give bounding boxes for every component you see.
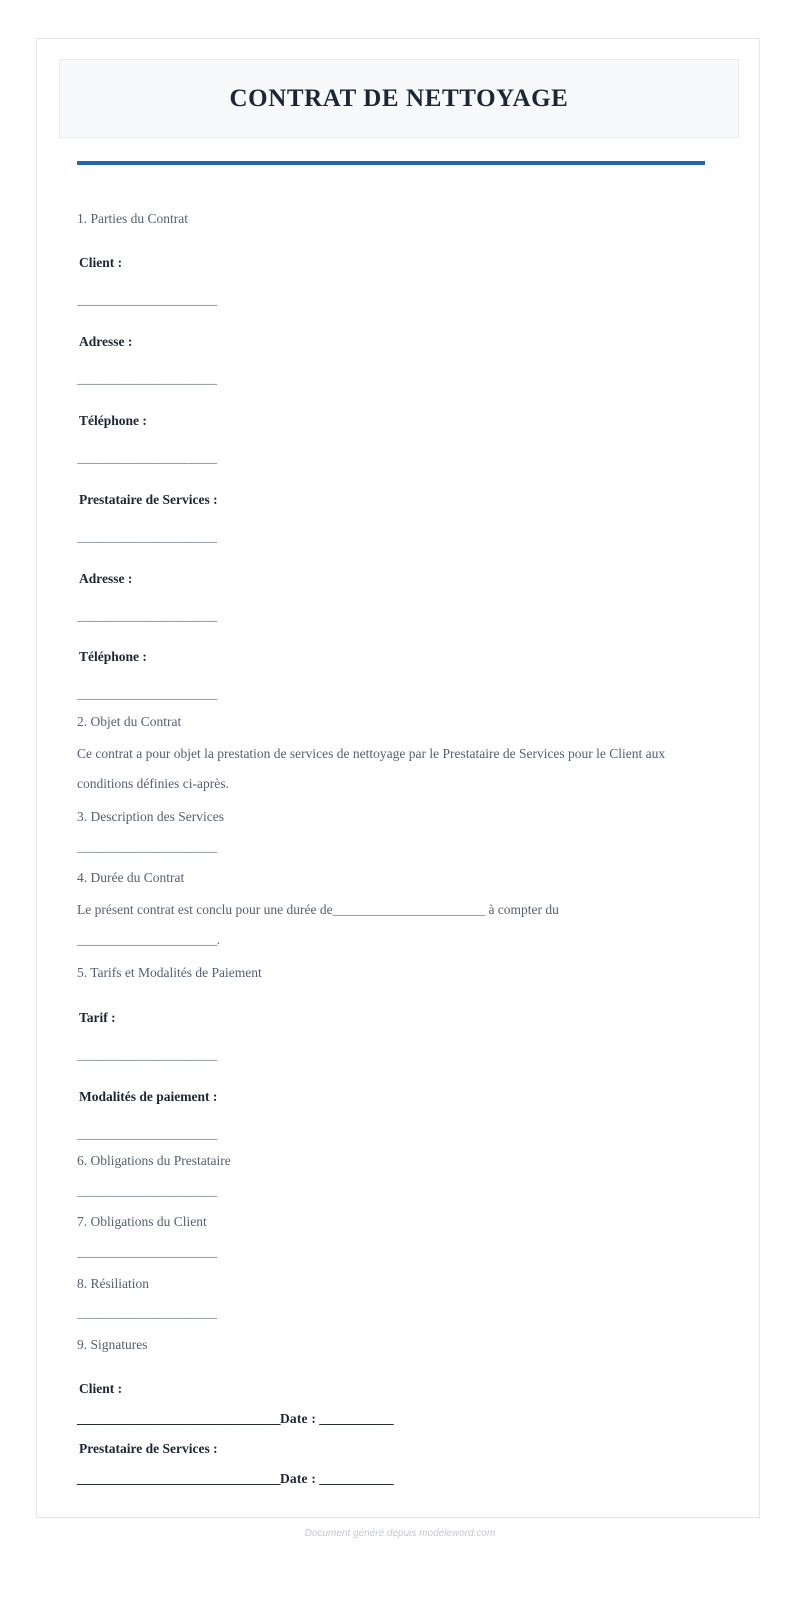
signature-label-prestataire: Prestataire de Services : [79, 1440, 218, 1456]
field-label-prestataire-telephone: Téléphone : [79, 649, 147, 665]
inline-blank-date-debut[interactable]: ______________________ [77, 932, 217, 948]
section-heading-9: 9. Signatures [77, 1336, 148, 1352]
date-label-prestataire: Date : [279, 1470, 317, 1486]
field-label-tarif: Tarif : [79, 1009, 116, 1025]
blank-line-prestataire[interactable]: ______________________ [77, 529, 217, 544]
blank-line-client[interactable]: ______________________ [77, 293, 217, 308]
blank-line-modalites-paiement[interactable]: ______________________ [77, 1126, 217, 1141]
section-heading-2: 2. Objet du Contrat [77, 714, 182, 730]
document-body [77, 209, 705, 1487]
field-label-prestataire-adresse: Adresse : [79, 570, 133, 586]
blank-line-obligations-prestataire[interactable]: ______________________ [77, 1183, 217, 1198]
page-inner [59, 59, 739, 1487]
field-label-prestataire: Prestataire de Services : [79, 491, 218, 507]
section-heading-5: 5. Tarifs et Modalités de Paiement [77, 965, 262, 981]
signature-label-client: Client : [79, 1380, 123, 1396]
blank-line-description-services[interactable]: ______________________ [77, 839, 217, 854]
date-label-client: Date : [279, 1410, 317, 1426]
accent-divider [77, 161, 705, 165]
blank-line-client-telephone[interactable]: ______________________ [77, 450, 217, 465]
section-4-text-3: . [216, 932, 221, 948]
document-page [36, 38, 760, 1518]
page-title: CONTRAT DE NETTOYAGE [229, 84, 569, 112]
section-4-text-2: à compter du [488, 901, 559, 917]
field-label-modalites-paiement: Modalités de paiement : [79, 1088, 218, 1104]
section-heading-8: 8. Résiliation [77, 1275, 149, 1291]
blank-line-prestataire-adresse[interactable]: ______________________ [77, 608, 217, 623]
section-heading-7: 7. Obligations du Client [77, 1214, 207, 1230]
section-4-body [77, 895, 705, 956]
blank-line-obligations-client[interactable]: ______________________ [77, 1244, 217, 1259]
signature-row-client [77, 1411, 705, 1427]
blank-line-resiliation[interactable]: ______________________ [77, 1305, 217, 1320]
section-heading-3: 3. Description des Services [77, 809, 224, 825]
blank-line-prestataire-telephone[interactable]: ______________________ [77, 687, 217, 702]
section-2-body: Ce contrat a pour objet la prestation de services de nettoyage par le Prestataire de Services pour le Client aux conditions définies ci-après. [77, 745, 666, 791]
date-blank-prestataire[interactable]: ____________ [319, 1470, 394, 1486]
inline-blank-duree[interactable]: ________________________ [332, 901, 486, 917]
signature-row-prestataire [77, 1471, 705, 1487]
signature-blank-prestataire[interactable]: _________________________________ [77, 1470, 280, 1486]
field-label-client: Client : [79, 255, 123, 271]
date-blank-client[interactable]: ____________ [319, 1410, 394, 1426]
field-label-client-telephone: Téléphone : [79, 412, 147, 428]
section-heading-6: 6. Obligations du Prestataire [77, 1153, 231, 1169]
blank-line-client-adresse[interactable]: ______________________ [77, 372, 217, 387]
page-footer: Document généré depuis modeleword.com [304, 1528, 496, 1539]
section-heading-4: 4. Durée du Contrat [77, 870, 185, 886]
blank-line-tarif[interactable]: ______________________ [77, 1047, 217, 1062]
field-label-client-adresse: Adresse : [79, 334, 133, 350]
section-4-text-1: Le présent contrat est conclu pour une durée de [77, 901, 333, 917]
title-box [59, 59, 739, 138]
signature-blank-client[interactable]: _________________________________ [77, 1410, 280, 1426]
section-heading-1: 1. Parties du Contrat [77, 211, 188, 226]
